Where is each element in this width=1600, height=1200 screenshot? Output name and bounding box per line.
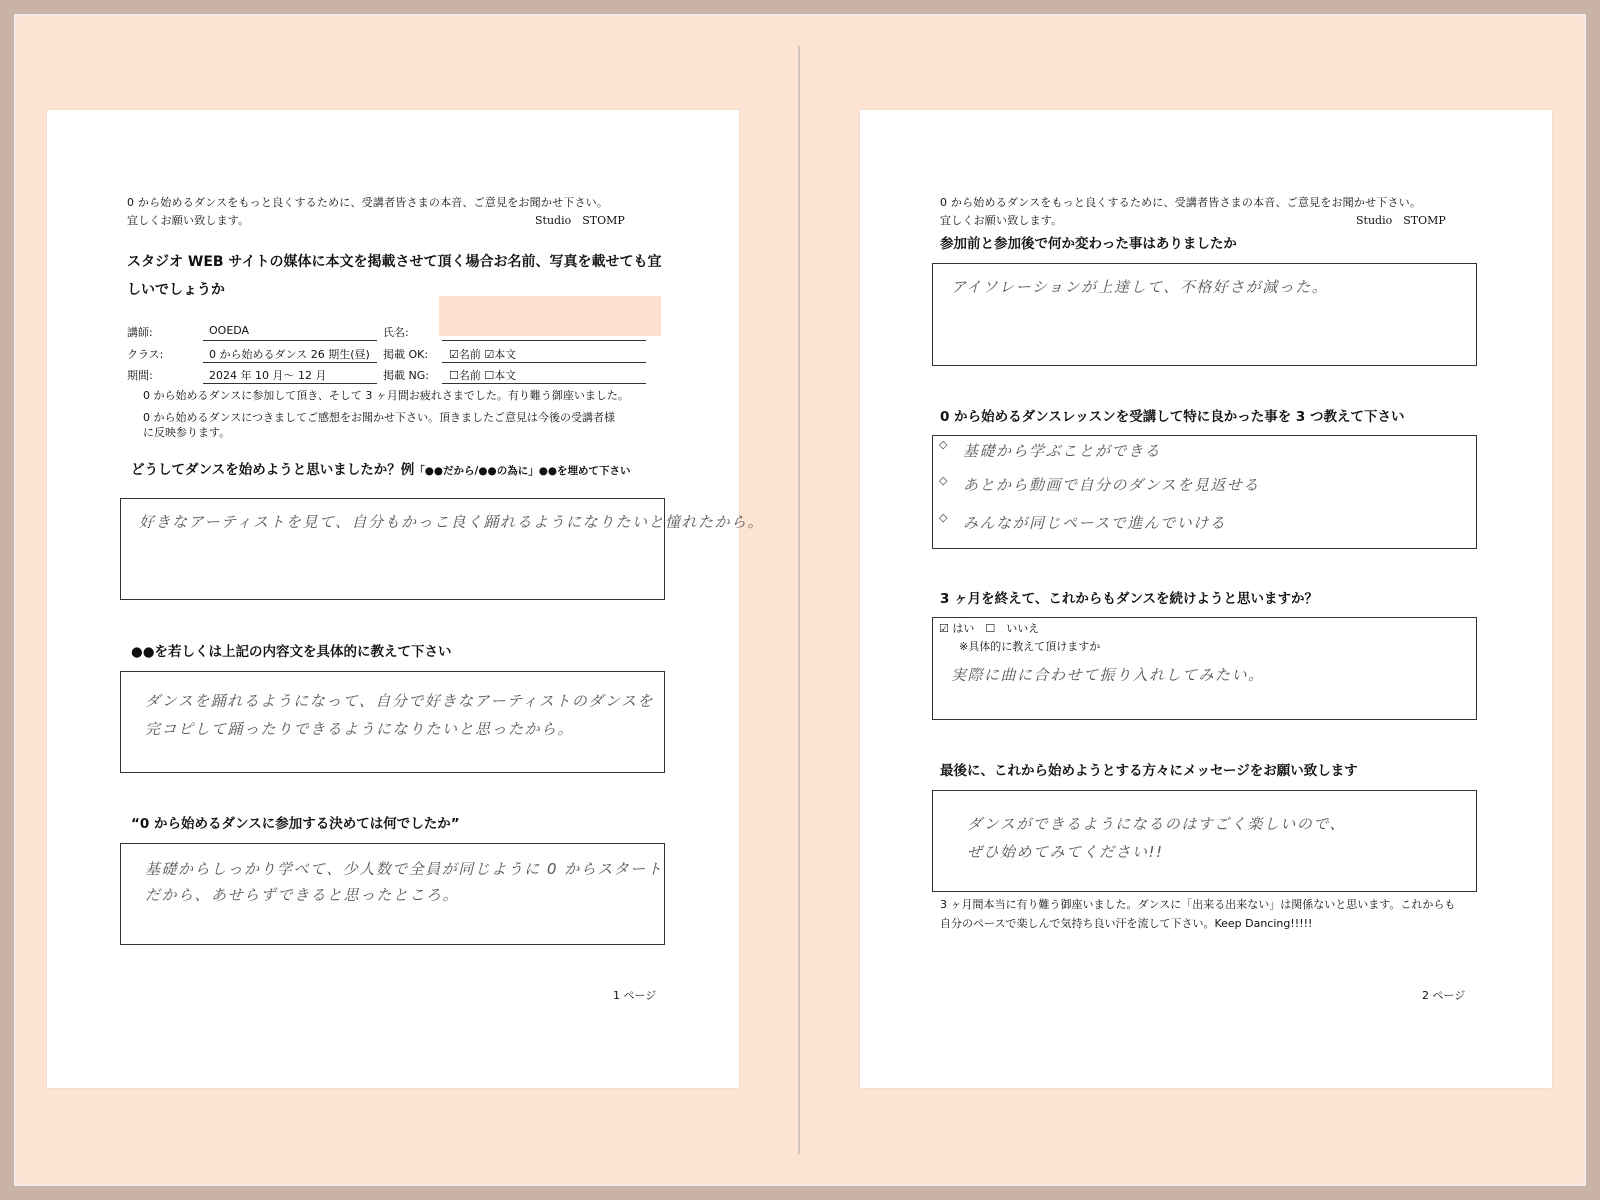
answer-3-line-2: だから、あせらずできると思ったところ。: [145, 886, 459, 904]
answer-7-line-1: ダンスができるようになるのはすごく楽しいので、: [967, 815, 1346, 833]
answer-2-line-2: 完コピして踊ったりできるようになりたいと思ったから。: [145, 720, 575, 738]
question-2: ●●を若しくは上記の内容文を具体的に教えて下さい: [131, 644, 452, 660]
ng-value: ☐名前 ☐本文: [449, 369, 517, 382]
studio-name-p2: Studio STOMP: [1356, 214, 1446, 227]
good-point-1: 基礎から学ぶことができる: [963, 442, 1162, 460]
class-label: クラス:: [127, 348, 164, 361]
studio-name: Studio STOMP: [535, 214, 625, 227]
continue-sub-question: ※具体的に教えて頂けますか: [959, 640, 1101, 653]
instructor-underline: [203, 340, 377, 341]
question-1-example: 「●●だから/●●の為に」●●を埋めて下さい: [414, 465, 631, 477]
answer-box-7: [932, 790, 1477, 892]
answer-box-5: [932, 435, 1477, 549]
answer-3-line-1: 基礎からしっかり学べて、少人数で全員が同じように 0 からスタート: [145, 860, 664, 878]
question-4: 参加前と参加後で何か変わった事はありましたか: [940, 236, 1237, 252]
redacted-name-box: [439, 296, 661, 336]
answer-4-line-1: アイソレーションが上達して、不格好さが減った。: [951, 278, 1329, 296]
ok-underline: [442, 362, 646, 363]
good-point-2: あとから動画で自分のダンスを見返せる: [963, 476, 1260, 494]
question-1-text: どうしてダンスを始めようと思いましたか？例: [131, 462, 415, 478]
question-5: 0 から始めるダンスレッスンを受講して特に良かった事を 3 つ教えて下さい: [940, 409, 1405, 425]
question-1: [131, 458, 631, 478]
diamond-bullet-icon: ◇: [939, 474, 948, 487]
class-value: 0 から始めるダンス 26 期生(昼): [209, 348, 370, 361]
ng-underline: [442, 383, 646, 384]
diamond-bullet-icon: ◇: [939, 438, 948, 451]
survey-page-2: [860, 110, 1552, 1088]
period-value: 2024 年 10 月～ 12 月: [209, 369, 327, 382]
web-question-line-2: しいでしょうか: [127, 282, 225, 298]
question-7: 最後に、これから始めようとする方々にメッセージをお願い致します: [940, 763, 1358, 779]
answer-box-6: [932, 617, 1477, 720]
question-3: “0 から始めるダンスに参加する決めては何でしたか”: [131, 816, 460, 832]
intro-line-1-p2: 0 から始めるダンスをもっと良くするために、受講者皆さまの本音、ご意見をお聞かせ下さい。: [940, 196, 1422, 209]
closing-message-2: 自分のペースで楽しんで気持ち良い汗を流して下さい。Keep Dancing!!!!!: [940, 917, 1313, 930]
question-6: 3 ヶ月を終えて、これからもダンスを続けようと思いますか？: [940, 591, 1319, 607]
ok-label: 掲載 OK:: [383, 348, 429, 361]
page-divider: [798, 46, 800, 1154]
name-label: 氏名:: [383, 326, 409, 339]
answer-box-2: [120, 671, 665, 773]
intro-line-2-p2: 宜しくお願い致します。: [940, 214, 1063, 227]
web-question-line-1: スタジオ WEB サイトの媒体に本文を掲載させて頂く場合お名前、写真を載せても宜: [127, 254, 662, 270]
period-label: 期間:: [127, 369, 153, 382]
answer-1-line-1: 好きなアーティストを見て、自分もかっこ良く踊れるようになりたいと憧れたから。: [139, 513, 765, 531]
answer-box-3: [120, 843, 665, 945]
answer-2-line-1: ダンスを踊れるようになって、自分で好きなアーティストのダンスを: [145, 692, 654, 710]
diamond-bullet-icon: ◇: [939, 511, 948, 524]
survey-page-1: [47, 110, 765, 1088]
impression-text-1: 0 から始めるダンスにつきましてご感想をお聞かせ下さい。頂きましたご意見は今後の受講者様: [143, 411, 616, 424]
ng-label: 掲載 NG:: [383, 369, 429, 382]
impression-text-2: に反映参ります。: [143, 426, 231, 439]
continue-options: ☑ はい ☐ いいえ: [939, 622, 1040, 635]
good-point-3: みんなが同じペースで進んでいける: [963, 514, 1227, 532]
page-number-1: 1 ページ: [613, 989, 657, 1002]
intro-line-2: 宜しくお願い致します。: [127, 214, 250, 227]
thanks-text: 0 から始めるダンスに参加して頂き、そして 3 ヶ月間お疲れさまでした。有り難う御座いました。: [143, 389, 629, 402]
answer-6-line-1: 実際に曲に合わせて振り入れしてみたい。: [951, 666, 1265, 684]
closing-message-1: 3 ヶ月間本当に有り難う御座いました。ダンスに「出来る出来ない」は関係ないと思います。これからも: [940, 898, 1456, 911]
answer-7-line-2: ぜひ始めてみてください!!: [967, 843, 1164, 861]
intro-line-1: 0 から始めるダンスをもっと良くするために、受講者皆さまの本音、ご意見をお聞かせ下さい。: [127, 196, 609, 209]
ok-value: ☑名前 ☑本文: [449, 348, 517, 361]
name-underline: [442, 340, 646, 341]
instructor-label: 講師:: [127, 326, 153, 339]
class-underline: [203, 362, 377, 363]
instructor-value: OOEDA: [209, 324, 250, 337]
answer-box-4: [932, 263, 1477, 366]
answer-box-1: [120, 498, 765, 600]
page-number-2: 2 ページ: [1422, 989, 1466, 1002]
period-underline: [203, 383, 377, 384]
